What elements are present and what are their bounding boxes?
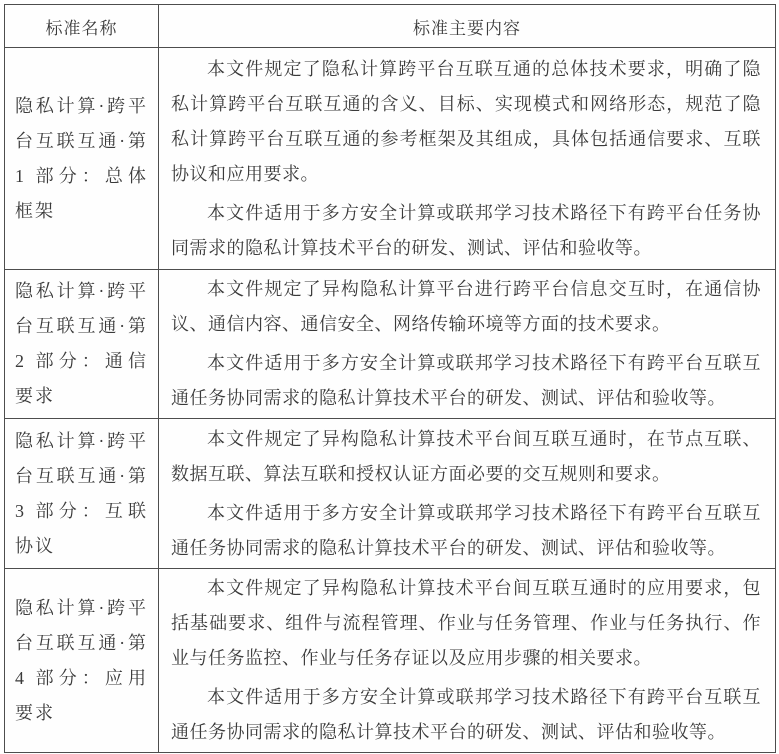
standard-content-part3 [159, 419, 776, 569]
content-paragraph: 本文件规定了异构隐私计算技术平台间互联互通时，在节点互联、数据互联、算法互联和授权认证方面必要的交互规则和要求。 [171, 428, 761, 484]
standard-name-part1: 隐私计算·跨平台互联互通·第 1 部分：总体框架 [5, 48, 159, 270]
table-row [5, 569, 776, 753]
table-header-row [5, 5, 776, 48]
column-header-standard-content: 标准主要内容 [159, 5, 776, 48]
content-paragraph: 本文件适用于多方安全计算或联邦学习技术路径下有跨平台互联互通任务协同需求的隐私计算技术平台的研发、测试、评估和验收等。 [171, 502, 761, 558]
content-paragraph: 本文件规定了隐私计算跨平台互联互通的总体技术要求，明确了隐私计算跨平台互联互通的含义、目标、实现模式和网络形态，规范了隐私计算跨平台互联互通的参考框架及其组成，具体包括通信要求、互联协议和应用要求。 [171, 58, 761, 184]
content-paragraph: 本文件规定了异构隐私计算平台进行跨平台信息交互时，在通信协议、通信内容、通信安全、网络传输环境等方面的技术要求。 [171, 279, 761, 334]
standard-content-part2 [159, 270, 776, 419]
table-row [5, 48, 776, 270]
standard-content-part4 [159, 569, 776, 753]
content-paragraph: 本文件适用于多方安全计算或联邦学习技术路径下有跨平台任务协同需求的隐私计算技术平台的研发、测试、评估和验收等。 [171, 202, 761, 258]
standard-content-part1 [159, 48, 776, 270]
standard-name-part3: 隐私计算·跨平台互联互通·第 3 部分：互联协议 [5, 419, 159, 569]
standards-table [4, 4, 776, 753]
content-paragraph: 本文件适用于多方安全计算或联邦学习技术路径下有跨平台互联互通任务协同需求的隐私计算技术平台的研发、测试、评估和验收等。 [171, 353, 761, 408]
content-paragraph: 本文件适用于多方安全计算或联邦学习技术路径下有跨平台互联互通任务协同需求的隐私计算技术平台的研发、测试、评估和验收等。 [171, 687, 761, 742]
standard-name-part2: 隐私计算·跨平台互联互通·第 2 部分：通信要求 [5, 270, 159, 419]
standard-name-part4: 隐私计算·跨平台互联互通·第 4 部分：应用要求 [5, 569, 159, 753]
table-row [5, 419, 776, 569]
table-row [5, 270, 776, 419]
content-paragraph: 本文件规定了异构隐私计算技术平台间互联互通时的应用要求，包括基础要求、组件与流程管理、作业与任务管理、作业与任务执行、作业与任务监控、作业与任务存证以及应用步骤的相关要求。 [171, 578, 761, 668]
column-header-standard-name: 标准名称 [5, 5, 159, 48]
